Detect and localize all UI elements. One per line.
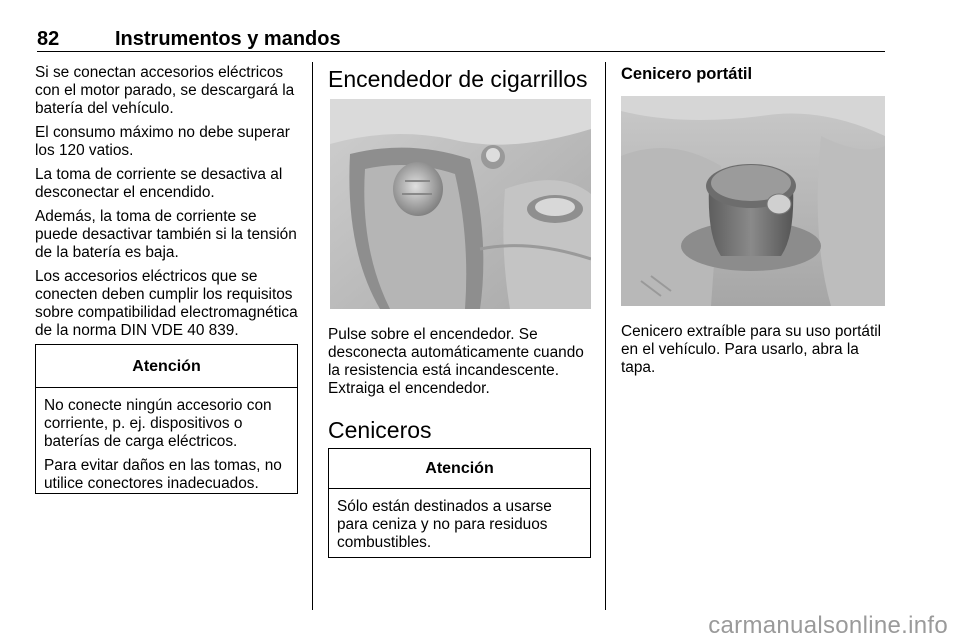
portable-ashtray-photo (621, 96, 885, 306)
page-number: 82 (37, 28, 60, 50)
portable-ashtray-illustration (621, 96, 885, 306)
paragraph: Cenicero extraíble para su uso portátil en el vehículo. Para usarlo, abra la tapa. (621, 323, 882, 376)
warning-title: Atención (36, 345, 297, 388)
warning-body (36, 388, 297, 493)
heading-portable-ashtray: Cenicero portátil (621, 65, 753, 83)
header-rule (37, 51, 885, 52)
paragraph: Además, la toma de corriente se puede desactivar también si la tensión de la batería es baja. (35, 208, 297, 261)
portable-ashtray-text (621, 323, 887, 383)
paragraph: El consumo máximo no debe superar los 120 vatios. (35, 124, 290, 159)
warning-box (328, 448, 591, 558)
warning-text: No conecte ningún accesorio con corriente, p. ej. dispositivos o baterías de carga eléctricos. (44, 397, 272, 450)
cigarette-lighter-illustration (330, 99, 591, 309)
warning-body (329, 489, 590, 552)
heading-cigarette-lighter: Encendedor de cigarrillos (328, 66, 588, 92)
section-title: Instrumentos y mandos (115, 28, 341, 50)
warning-title: Atención (329, 449, 590, 489)
heading-ashtrays: Ceniceros (328, 417, 432, 443)
watermark: carmanualsonline.info (708, 612, 948, 639)
warning-box (35, 344, 298, 494)
paragraph: Pulse sobre el encendedor. Se desconecta automáticamente cuando la resistencia está incandescente. Extraiga el encendedor. (328, 326, 584, 397)
warning-text: Para evitar daños en las tomas, no utilice conectores inadecuados. (44, 457, 282, 492)
column-divider-2 (605, 62, 606, 610)
column-divider-1 (312, 62, 313, 610)
lighter-text (328, 326, 593, 404)
paragraph: Los accesorios eléctricos que se conecten deben cumplir los requisitos sobre compatibilidad electromagnética de la norma DIN VDE 40 839. (35, 268, 298, 339)
column-1 (35, 64, 303, 346)
warning-text: Sólo están destinados a usarse para ceniza y no para residuos combustibles. (337, 498, 552, 551)
paragraph: Si se conectan accesorios eléctricos con el motor parado, se descargará la batería del vehículo. (35, 64, 295, 117)
paragraph: La toma de corriente se desactiva al desconectar el encendido. (35, 166, 283, 201)
cigarette-lighter-photo (330, 99, 591, 309)
